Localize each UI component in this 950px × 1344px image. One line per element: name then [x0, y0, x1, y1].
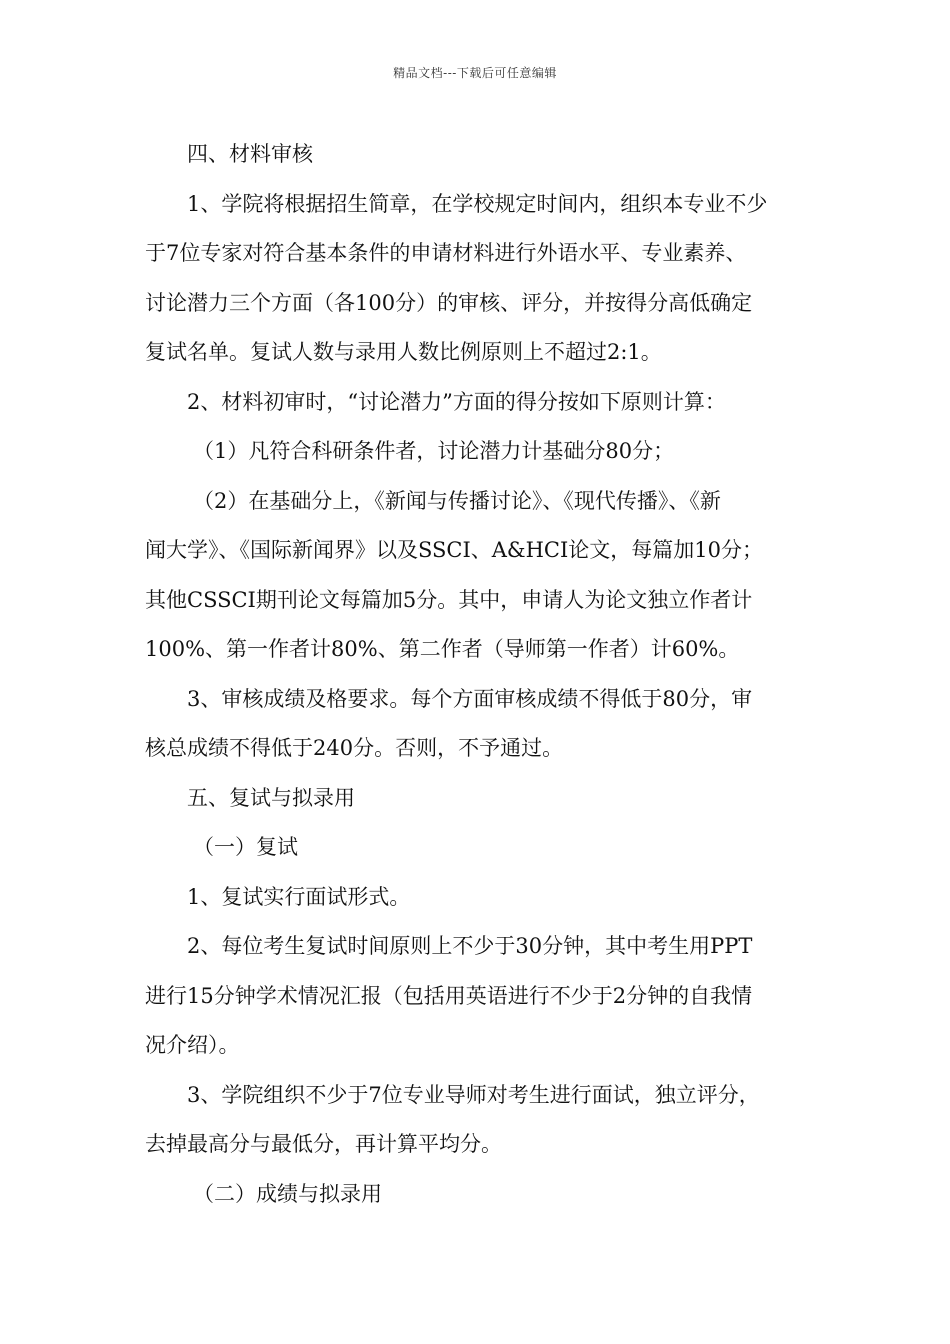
document-body: [145, 130, 807, 1219]
paragraph-line: 2、材料初审时，“讨论潜力”方面的得分按如下原则计算：: [187, 389, 726, 414]
paragraph-line: 核总成绩不得低于240分。否则，不予通过。: [145, 736, 564, 760]
paragraph-line: 1、复试实行面试形式。: [187, 884, 411, 909]
paragraph-line: 进行15分钟学术情况汇报（包括用英语进行不少于2分钟的自我情: [145, 983, 753, 1008]
section-heading: 五、复试与拟录用: [187, 785, 355, 810]
paragraph-line: （2）在基础分上，《新闻与传播讨论》、《现代传播》、《新: [193, 488, 721, 513]
paragraph-line: 3、学院组织不少于7位专业导师对考生进行面试，独立评分，: [187, 1082, 760, 1107]
subsection-heading: （二）成绩与拟录用: [193, 1181, 382, 1206]
subsection-heading: （一）复试: [193, 835, 298, 859]
paragraph-line: 其他CSSCI期刊论文每篇加5分。其中，申请人为论文独立作者计: [145, 587, 753, 612]
paragraph-line: 况介绍）。: [145, 1033, 240, 1057]
paragraph-line: 于7位专家对符合基本条件的申请材料进行外语水平、专业素养、: [145, 241, 747, 265]
paragraph-line: 1、学院将根据招生简章，在学校规定时间内，组织本专业不少: [187, 191, 768, 216]
paragraph-line: 闻大学》、《国际新闻界》以及SSCI、A&HCI论文，每篇加10分；: [145, 538, 764, 562]
paragraph-line: 复试名单。复试人数与录用人数比例原则上不超过2:1。: [145, 340, 662, 364]
section-heading: 四、材料审核: [187, 142, 313, 166]
paragraph-line: 2、每位考生复试时间原则上不少于30分钟，其中考生用PPT: [187, 934, 753, 958]
paragraph-line: 100%、第一作者计80%、第二作者（导师第一作者）计60%。: [145, 637, 740, 661]
page-header: 精品文档---下载后可任意编辑: [393, 66, 557, 80]
paragraph-line: 去掉最高分与最低分，再计算平均分。: [145, 1132, 502, 1156]
paragraph-line: 3、审核成绩及格要求。每个方面审核成绩不得低于80分，审: [187, 686, 753, 711]
paragraph-line: （1）凡符合科研条件者，讨论潜力计基础分80分；: [193, 439, 675, 463]
paragraph-line: 讨论潜力三个方面（各100分）的审核、评分，并按得分高低确定: [145, 290, 753, 315]
